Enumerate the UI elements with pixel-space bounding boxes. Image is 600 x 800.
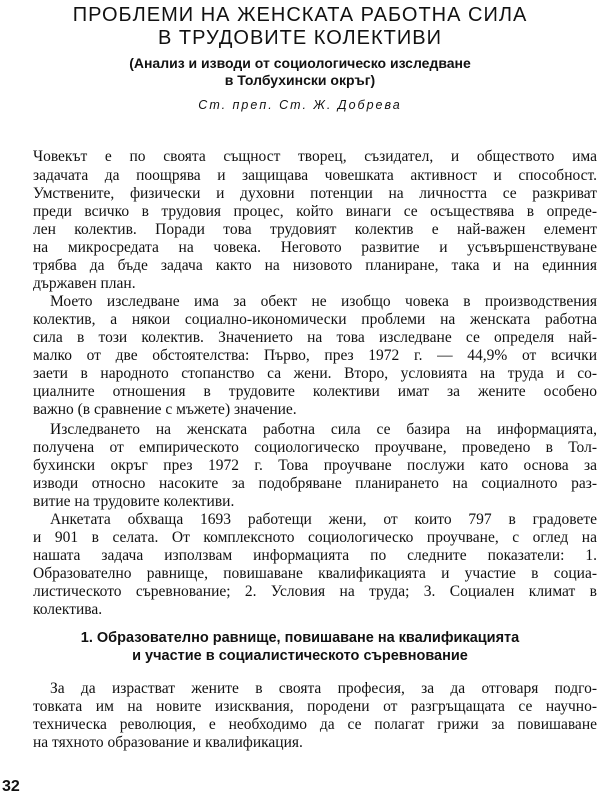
section-body-line: на тяхното образование и квалификация. — [33, 734, 303, 751]
article-author: Ст. преп. Ст. Ж. Добрева — [198, 98, 402, 112]
body-line: Моето изследване има за обект не изобщо човека в производствения — [50, 293, 597, 310]
body-line: Човекът е по своята същност творец, съзидател, и обществото има — [33, 148, 597, 165]
body-line: нашата задача използвам информацията по следните показатели: 1. — [33, 547, 597, 564]
body-line: задачата да поощрява и защищава човешката активност и способност. — [33, 167, 597, 184]
body-line: листическото съревнование; 2. Условия на труда; 3. Социален климат в — [33, 583, 597, 600]
article-title-line-2: В ТРУДОВИТЕ КОЛЕКТИВИ — [158, 27, 442, 49]
page-number: 32 — [2, 778, 20, 795]
article-subtitle-line-1: (Анализ и изводи от социологическо изследване — [129, 55, 471, 71]
section-heading-line-1: 1. Образователно равнище, повишаване на квалификацията — [80, 630, 520, 646]
body-line: и 901 в селата. От комплексното социологическо проучване, с оглед на — [33, 529, 597, 546]
section-body-line: товката им на новите изисквания, породени от разгръщащата се научно- — [33, 698, 597, 715]
body-line: заети в народното стопанство са жени. Второ, условията на труда и со- — [33, 365, 597, 382]
body-line: получена от емпирическото социологическо проучване, проведено в Тол- — [33, 439, 597, 456]
body-line: преди всичко в трудовия процес, който винаги се осъществява в опреде- — [33, 203, 597, 220]
body-line: колектива. — [33, 601, 103, 618]
body-line: лен колектив. Поради това трудовият колектив е най-важен елемент — [33, 221, 597, 238]
body-line: трябва да бъде задача както на низовото планиране, така и на единния — [33, 257, 597, 274]
body-line: Анкетата обхваща 1693 работещи жени, от които 797 в градовете — [50, 511, 597, 528]
body-line: Изследването на женската работна сила се базира на информацията, — [50, 421, 597, 438]
section-heading-line-2: и участие в социалистическото съревнование — [132, 648, 468, 664]
body-line: на микросредата на човека. Неговото развитие и усъвършенствуване — [33, 239, 597, 256]
body-line: витие на трудовите колективи. — [33, 493, 235, 510]
body-line: важно (в сравнение с мъжете) значение. — [33, 401, 297, 418]
body-line: Умствените, физически и духовни потенции на личността се разкриват — [33, 185, 597, 202]
body-line: държавен план. — [33, 275, 136, 292]
section-body-line: техническа революция, е необходимо да се полагат грижи за повишаване — [33, 716, 597, 733]
body-line: циалните отношения в трудовите колективи имат за жените особено — [33, 383, 597, 400]
section-body-line: За да израстват жените в своята професия, за да отговаря подго- — [50, 680, 597, 697]
body-line: сила в този колектив. Значението на това изследване се определя най- — [33, 329, 597, 346]
body-line: колектив, а някои социално-икономически проблеми на женската работна — [33, 311, 597, 328]
body-line: бухински окръг през 1972 г. Това проучване послужи като основа за — [33, 457, 597, 474]
article-title-line-1: ПРОБЛЕМИ НА ЖЕНСКАТА РАБОТНА СИЛА — [72, 4, 528, 26]
body-line: изводи относно насоките за подобряване планирането на социалното раз- — [33, 475, 597, 492]
body-line: Образователно равнище, повишаване квалификацията и участие в социа- — [33, 565, 597, 582]
body-line: малко от две обстоятелства: Първо, през 1972 г. — 44,9% от всички — [33, 347, 597, 364]
article-subtitle-line-2: в Толбухински окръг) — [224, 72, 376, 88]
